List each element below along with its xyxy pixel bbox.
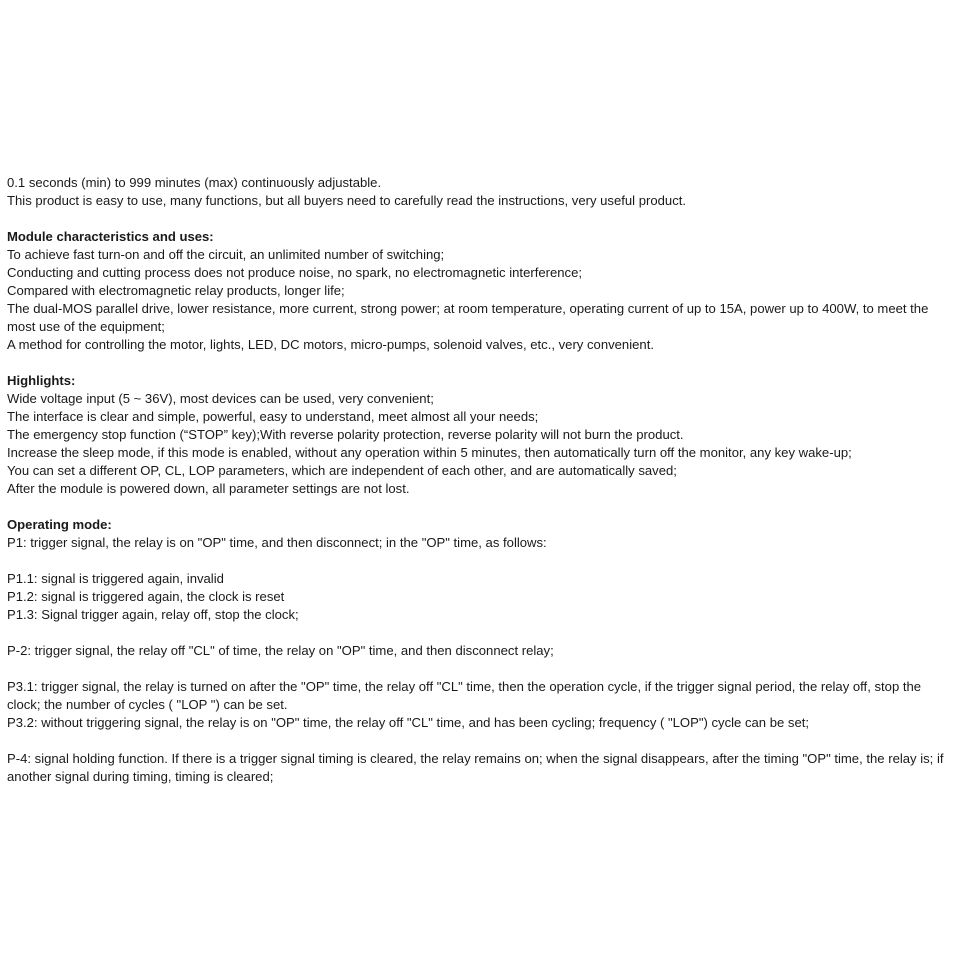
highlights-heading: Highlights: <box>7 373 76 388</box>
mode-p3-1: P3.1: trigger signal, the relay is turned on after the "OP" time, the relay off "CL" time, then the operation cycle, if the trigger signal period, the relay off, stop the clock; the number of cycles ( "LOP ") can be set. <box>7 679 922 712</box>
intro-line-2: This product is easy to use, many functions, but all buyers need to carefully read the instructions, very useful product. <box>7 193 687 208</box>
module-item-5: A method for controlling the motor, lights, LED, DC motors, micro-pumps, solenoid valves, etc., very convenient. <box>7 337 654 352</box>
highlight-item-5: You can set a different OP, CL, LOP parameters, which are independent of each other, and are automatically saved; <box>7 463 677 478</box>
module-item-1: To achieve fast turn-on and off the circuit, an unlimited number of switching; <box>7 247 445 262</box>
spacer <box>7 210 947 228</box>
highlight-item-4: Increase the sleep mode, if this mode is enabled, without any operation within 5 minutes, then automatically turn off the monitor, any key wake-up; <box>7 445 852 460</box>
mode-p2: P-2: trigger signal, the relay off "CL" of time, the relay on "OP" time, and then disconnect relay; <box>7 643 554 658</box>
spacer <box>7 552 947 570</box>
spacer <box>7 732 947 750</box>
module-item-2: Conducting and cutting process does not produce noise, no spark, no electromagnetic interference; <box>7 265 583 280</box>
spacer <box>7 660 947 678</box>
highlight-item-3: The emergency stop function (“STOP” key);With reverse polarity protection, reverse polarity will not burn the product. <box>7 427 684 442</box>
operating-heading: Operating mode: <box>7 517 112 532</box>
module-item-4: The dual-MOS parallel drive, lower resistance, more current, strong power; at room temperature, operating current of up to 15A, power up to 400W, to meet the most use of the equipment; <box>7 301 929 334</box>
mode-p1-3: P1.3: Signal trigger again, relay off, stop the clock; <box>7 607 299 622</box>
highlight-item-2: The interface is clear and simple, powerful, easy to understand, meet almost all your needs; <box>7 409 539 424</box>
spacer <box>7 354 947 372</box>
module-heading: Module characteristics and uses: <box>7 229 214 244</box>
mode-p1-2: P1.2: signal is triggered again, the clock is reset <box>7 589 285 604</box>
mode-p1-1: P1.1: signal is triggered again, invalid <box>7 571 224 586</box>
intro-line-1: 0.1 seconds (min) to 999 minutes (max) continuously adjustable. <box>7 175 382 190</box>
document-body <box>7 174 947 786</box>
highlight-item-1: Wide voltage input (5 ~ 36V), most devices can be used, very convenient; <box>7 391 434 406</box>
mode-p3-2: P3.2: without triggering signal, the relay is on "OP" time, the relay off "CL" time, and has been cycling; frequency ( "LOP") cycle can be set; <box>7 715 810 730</box>
spacer <box>7 498 947 516</box>
mode-p4: P-4: signal holding function. If there is a trigger signal timing is cleared, the relay remains on; when the signal disappears, after the timing "OP" time, the relay is; if another signal during timing, timing is cleared; <box>7 751 944 784</box>
module-item-3: Compared with electromagnetic relay products, longer life; <box>7 283 345 298</box>
highlight-item-6: After the module is powered down, all parameter settings are not lost. <box>7 481 410 496</box>
spacer <box>7 624 947 642</box>
mode-p1: P1: trigger signal, the relay is on "OP" time, and then disconnect; in the "OP" time, as follows: <box>7 535 547 550</box>
